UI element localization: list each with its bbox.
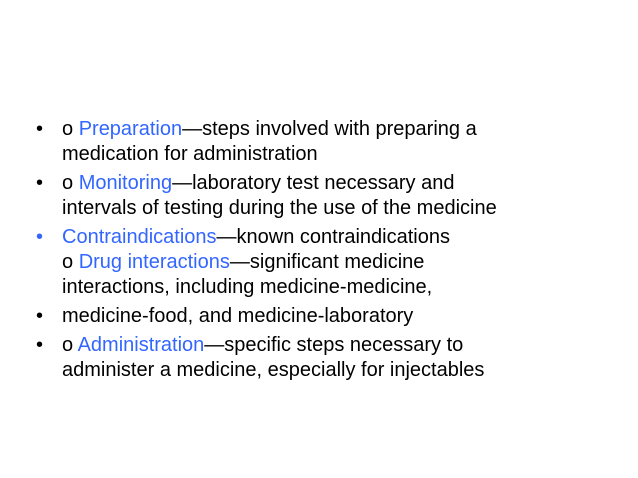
bullet-list [36, 117, 606, 387]
item-text: —significant medicine [229, 251, 425, 273]
bullet-marker: • [36, 118, 44, 140]
list-item-monitoring [36, 171, 606, 221]
item-line [62, 117, 606, 142]
list-item-medicine-food [36, 304, 606, 329]
bullet-marker: • [36, 226, 44, 248]
item-text: —known contraindications [216, 226, 450, 248]
term-preparation: Preparation [78, 118, 183, 140]
list-item-administration [36, 333, 606, 383]
item-line [62, 333, 606, 358]
item-text: —specific steps necessary to [204, 334, 464, 356]
term-drug-interactions: Drug interactions [78, 251, 230, 273]
bullet-marker: • [36, 305, 44, 327]
item-line [62, 225, 606, 250]
bullet-marker: • [36, 172, 44, 194]
item-text: —steps involved with preparing a [182, 118, 477, 140]
item-prefix: o [62, 334, 78, 356]
term-monitoring: Monitoring [78, 172, 173, 194]
term-administration: Administration [77, 334, 205, 356]
item-prefix: o [62, 251, 79, 273]
item-prefix: o [62, 118, 79, 140]
term-contraindications: Contraindications [62, 226, 217, 248]
bullet-marker: • [36, 334, 44, 356]
list-item-contraindications [36, 225, 606, 300]
item-line [62, 171, 606, 196]
item-line [62, 250, 606, 275]
item-text: —laboratory test necessary and [172, 172, 455, 194]
item-line: intervals of testing during the use of the medicine [62, 197, 497, 219]
item-line: administer a medicine, especially for injectables [62, 359, 485, 381]
list-item-preparation [36, 117, 606, 167]
item-prefix: o [62, 172, 79, 194]
item-line: medication for administration [62, 143, 318, 165]
item-line: interactions, including medicine-medicine, [62, 276, 433, 298]
item-line: medicine-food, and medicine-laboratory [62, 305, 414, 327]
